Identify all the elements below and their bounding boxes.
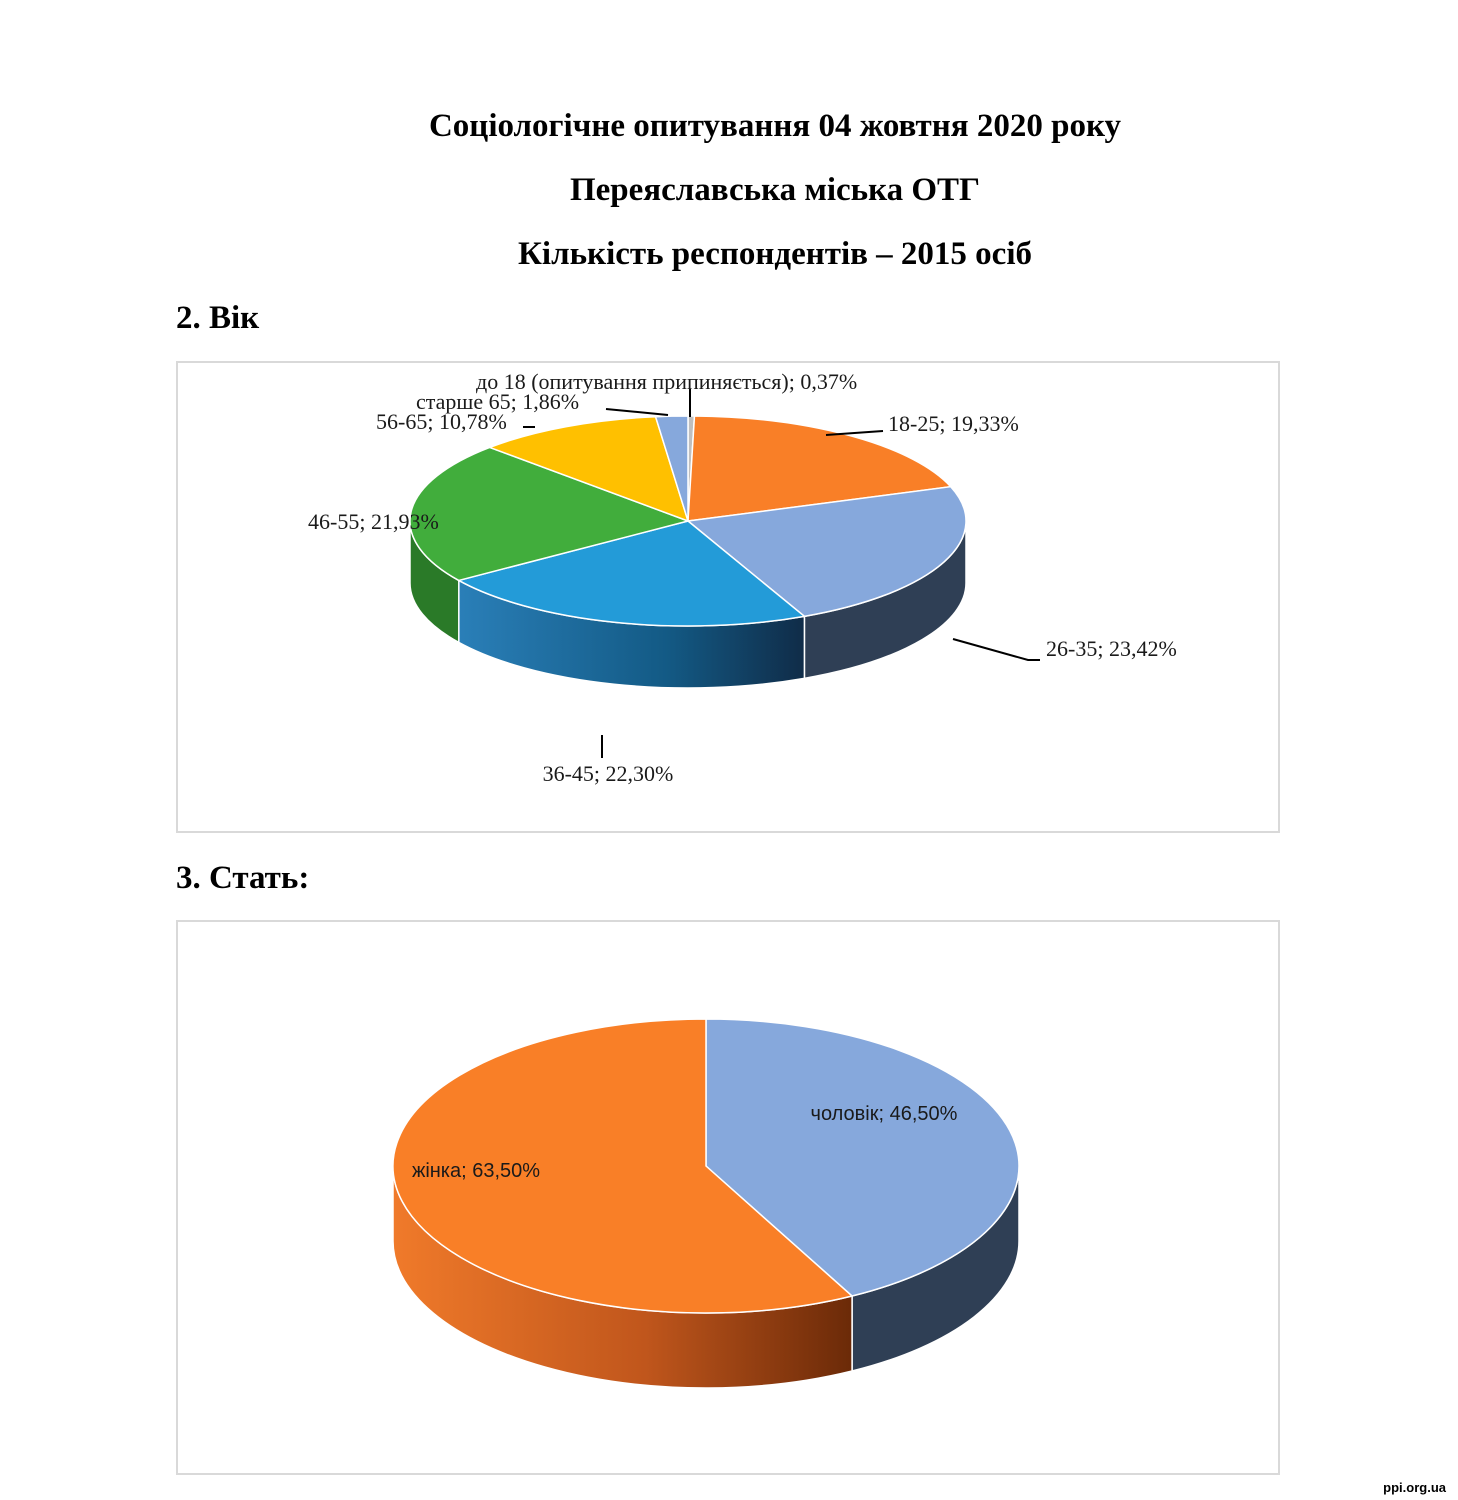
age-data-label-2: 26-35; 23,42% [1046,636,1177,661]
age-pie-chart [178,363,1282,835]
section-age-heading: 2. Вік [176,300,260,336]
gender-chart-frame [176,920,1280,1475]
report-subtitle: Переяславська міська ОТГ [569,172,981,208]
gender-pie-chart [178,922,1282,1477]
age-leader-line-6 [606,409,668,415]
age-data-label-3: 36-45; 22,30% [542,761,674,786]
age-leader-line-2 [953,639,1040,660]
age-data-label-6: старше 65; 1,86% [416,389,580,414]
respondents-count: Кількість респондентів – 2015 осіб [518,236,1032,272]
age-data-label-5: 56-65; 10,78% [376,409,507,434]
section-gender-heading: 3. Стать: [176,860,310,896]
age-data-label-4: 46-55; 21,93% [308,509,439,534]
gender-data-label-0: чоловік; 46,50% [810,1103,958,1125]
site-watermark: ppi.org.ua [1383,1480,1446,1495]
gender-data-label-1: жінка; 63,50% [411,1160,541,1182]
age-chart-frame [176,361,1280,833]
age-data-label-1: 18-25; 19,33% [888,411,1019,436]
report-title: Соціологічне опитування 04 жовтня 2020 року [428,108,1122,144]
age-data-label-0: до 18 (опитування припиняється); 0,37% [476,369,858,394]
